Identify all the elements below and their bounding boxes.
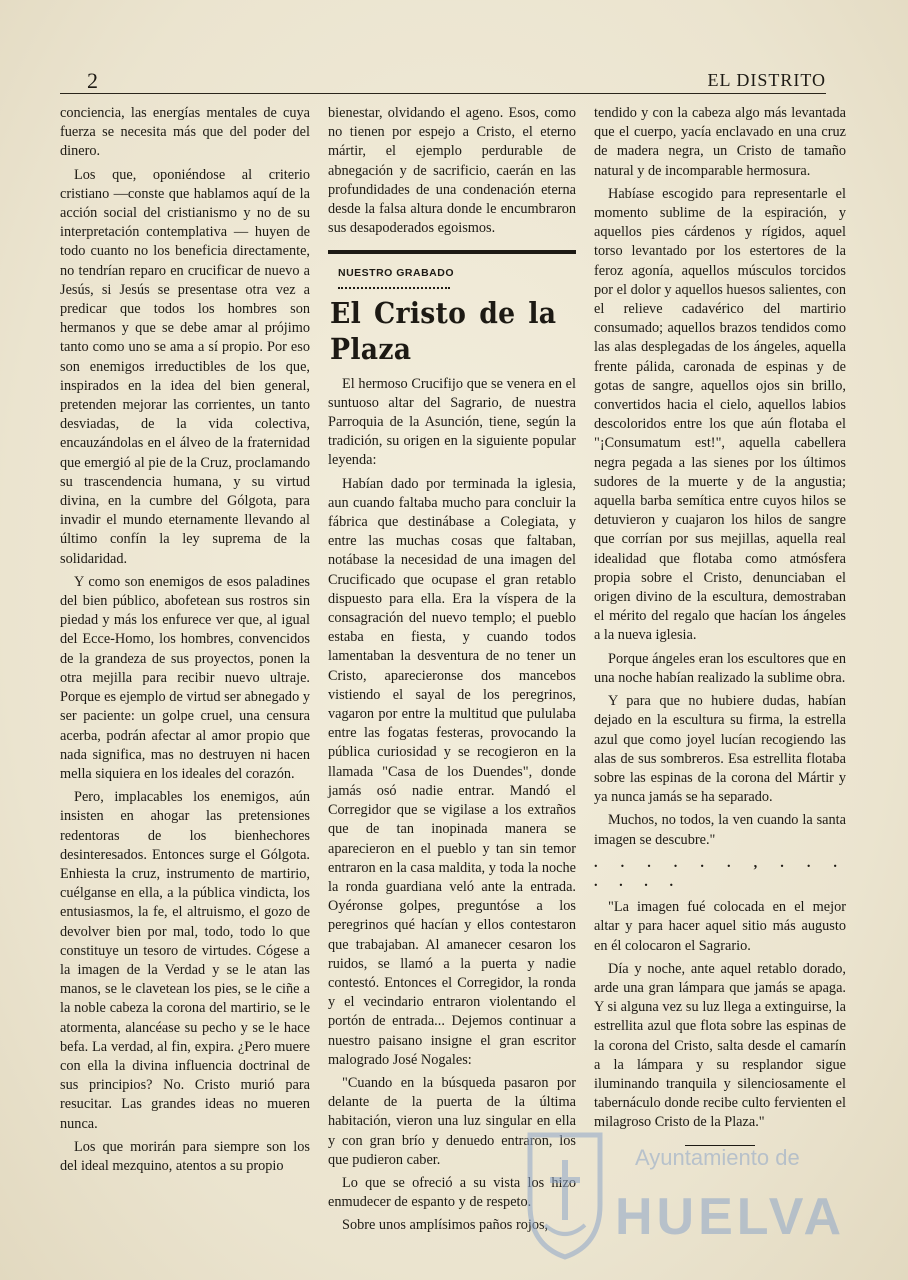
paragraph: Pero, implacables los enemigos, aún insisten en ahogar las pretensiones redentoras de los bienhechores desinteresados. Entonces surge el Gólgota. Enhiesta la cruz, instrumento de martirio, cuélganse en ella, a la pública vindicta, los entusiasmos, la fe, el altruismo, el gozo de devolver bien por mal, todo, todo lo que constituye un tesoro de virtudes. Cógese a la imagen de la Verdad y se le atan las manos, se le clavetean los pies, se le ciñe a la noble cabeza la corona del martirio, se le atormenta, alancéase su pecho y se le hace befa. La verdad, al fin, expira. ¿Pero muere con ella la divina influencia doctrinal de sus principios? No. Cristo murió para resucitar. Las grandes ideas no mueren nunca. xyxy=(60,789,310,1132)
paragraph: Habíase escogido para representarle el momento sublime de la espiración, y aquellos pies cárdenos y rígidos, aquel torso levantado por los estertores de la feroz agonía, aquellos músculos torcidos por el dolor y aquellos huesos salientes, con el relieve cadavérico del martirio consumado; aquellos brazos tendidos como las alas desplegadas de los ángeles, aquella frente pálida, caronada de espinas y de gotas de sangre, aquellos ojos sin brillo, convertidos hacia el cielo, aquellos labios descoloridos entre los que aún flotaba el "¡Consumatum est!", aquella cabellera negra pegada a las sienes por los últimos sudores de la muerte y de la angustia; aquella barba semítica entre cuyos hilos se detuvieron y cuajaron los hilos de sangre que corrían por sus mejillas, aquella real idealidad que flotaba como atmósfera propia sobre el Cristo, denunciaban el origen divino de la escultura, demostraban el mérito del regalo que hacían los ángeles a la nueva iglesia. xyxy=(594,185,846,644)
paragraph: tendido y con la cabeza algo más levantada que el cuerpo, yacía enclavado en una cruz de madera negra, un Cristo de tamaño natural y de incomparable hermosura. xyxy=(594,105,846,179)
section-label: NUESTRO GRABADO xyxy=(338,267,455,280)
journal-title: EL DISTRITO xyxy=(707,70,826,90)
paragraph: Porque ángeles eran los escultores que en una noche habían realizado la sublime obra. xyxy=(594,650,846,686)
paragraph: Los que, oponiéndose al criterio cristiano —conste que hablamos aquí de la acción social del cristianismo y no de su interpretación contemplativa — huyen de todo cuanto no los beneficia directamente, no tendrían reparo en crucificar de nuevo a Jesús, si Jesús se presentase otra vez a predicar que todos los hombres son hermanos y que se debe amar al prójimo tanto como uno se ama a sí propio. Por eso son enemigos irreductibles de los que, inspirados en la idea del bien general, pretenden mejorar las corrientes, un tanto desviadas, de la vida colectiva, encauzándolas en el álveo de la fraternidad que emergió al pie de la Cruz, proclamando su trascendencia humana, y su virtud divina, en la cumbre del Gólgota, para invadir el mundo eternamente llevando al último confín la ley suprema de la solidaridad. xyxy=(60,166,310,567)
paragraph: "Cuando en la búsqueda pasaron por delante de la puerta de la última habitación, vieron una luz singular en ella y con gran brío y denuedo entraron, los que pudieron caber. xyxy=(328,1074,576,1168)
paragraph: Sobre unos amplísimos paños rojos, xyxy=(342,1217,549,1234)
paragraph: Habían dado por terminada la iglesia, aun cuando faltaba mucho para concluir la fábrica que destinábase a Colegiata, y entre las muchas cosas que faltaban, notábase la necesidad de una imagen del Crucificado que ocupase el gran retablo dispuesto para ella. Era la víspera de la consagración del nuevo templo; el pueblo estaba en fiesta, y cuando todos lamentaban la desventura de no tener un Cristo, aparecieronse dos mancebos vistiendo el sayal de los peregrinos, vagaron por entre la multitud que pululaba entre las fogatas festeras, provocando la pública curiosidad y se recogieron en la llamada "Casa de los Duendes", donde jamás osó nadie entrar. Mandó el Corregidor que se vigilase a los extraños que de tan inopinada manera se aparecieron en el pueblo y tan sin temor entraron en la casa maldita, y toda la noche la ronda guardiana veló ante la entrada. Oyéronse golpes, preguntóse a los peregrinos qué hacían y ellos contestaron que trabajaban. Al amanecer cesaron los ruidos, se llamó a la puerta y nadie contestó. Entonces el Corregidor, la ronda y el vecindario entraron violentando el portón de entrada... Dejemos continuar a nuestro paisano insigne el gran escritor malogrado José Nogales: xyxy=(328,475,576,1068)
archive-watermark xyxy=(505,1115,846,1275)
page-header xyxy=(60,68,826,94)
paragraph: Día y noche, ante aquel retablo dorado, arde una gran lámpara que jamás se apaga. Y si alguna vez su luz llega a extinguirse, la estrellita azul que flota sobre las espinas de la corona del Cristo, salta desde el camarín a la lámpara y su resplandor sigue iluminando tranquila y silenciosamente el tabernáculo donde recibe culto fervienten el milagroso Cristo de la Plaza." xyxy=(594,960,846,1131)
paragraph: "La imagen fué colocada en el mejor altar y para hacer aquel sitio más augusto en él colocaron el Sagrario. xyxy=(594,899,846,954)
article-title: El Cristo de la Plaza xyxy=(330,295,557,366)
paragraph: Lo que se ofreció a su vista los hizo enmudecer de espanto y de respeto. xyxy=(328,1174,576,1211)
paragraph: Y para que no hubiere dudas, habían dejado en la escultura su firma, la estrella azul que como joyel lucían recogiendo las alas de sus sombreros. Esa estrellita flotaba sobre las espinas de la corona del Mártir y ya nunca jamás se ha separado. xyxy=(594,693,846,806)
column-3 xyxy=(594,104,846,1146)
dotted-underline xyxy=(338,287,450,289)
section-divider xyxy=(328,250,576,254)
column-1 xyxy=(60,104,310,1180)
page-number: 2 xyxy=(87,68,98,93)
paragraph: bienestar, olvidando el ageno. Esos, como no tienen por espejo a Cristo, el eterno mártir, el ejemplo perdurable de abnegación y de sacrificio, caerán en las profundidades de una condenación eterna desde la falsa altura donde le encumbraron sus desapoderados egoismos. xyxy=(328,105,576,237)
watermark-line-2: HUELVA xyxy=(615,1188,846,1246)
watermark-line-1: Ayuntamiento de xyxy=(635,1145,800,1170)
paragraph: conciencia, las energías mentales de cuya fuerza se necesita más que del poder del dinero. xyxy=(60,105,310,160)
header-rule xyxy=(60,93,826,94)
column-2 xyxy=(328,104,576,1240)
paragraph: Muchos, no todos, la ven cuando la santa imagen se descubre." xyxy=(594,812,846,848)
paragraph: El hermoso Crucifijo que se venera en el suntuoso altar del Sagrario, de nuestra Parroquia de la Asunción, tiene, según la tradición, su origen en la siguiente popular leyenda: xyxy=(328,375,576,469)
ellipsis-separator: . . . . . . , . . . . . . . xyxy=(594,854,846,890)
paragraph: Y como son enemigos de esos paladines del bien público, abofetean sus rostros sin piedad y más los enfurece ver que, al igual del Ecce-Homo, los hombres, convencidos de la grandeza de sus proyectos, ponen la otra mejilla para recibir nuevo ultraje. Porque es ejemplo de virtud ser abnegado y ser paciente: un golpe cruel, una censura acerba, podrán afectar al amor propio que nada significa, mas no destruyen ni hacen mella siquiera en los ideales del corazón. xyxy=(60,573,310,782)
coat-of-arms-icon xyxy=(515,1125,615,1265)
paragraph: Los que morirán para siempre son los del ideal mezquino, atentos a su propio xyxy=(60,1138,310,1174)
